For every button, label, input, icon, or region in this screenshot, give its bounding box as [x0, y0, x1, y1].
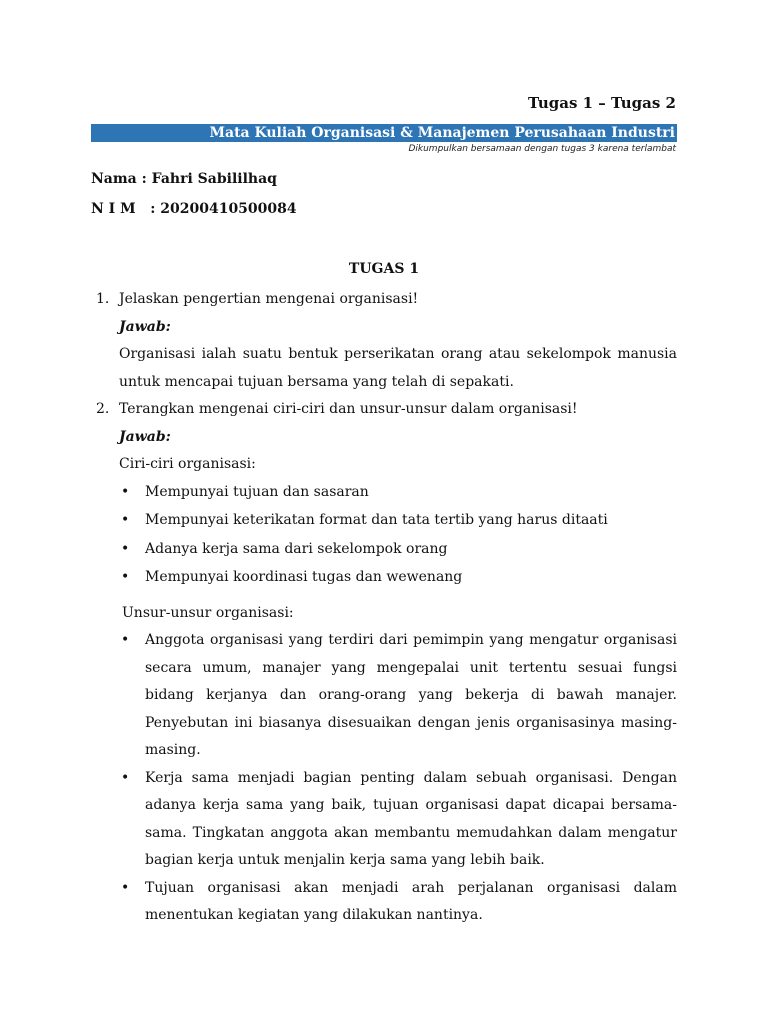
ciri-list — [91, 479, 677, 592]
student-name: Nama : Fahri Sabililhaq — [91, 171, 277, 187]
question-text: Terangkan mengenai ciri-ciri dan unsur-unsur dalam organisasi! — [119, 401, 578, 417]
list-item: • Kerja sama menjadi bagian penting dalam sebuah organisasi. Dengan adanya kerja sama yang baik, tujuan organisasi dapat dicapai bersama-sama. Tingkatan anggota akan membantu memudahkan dalam mengatur bagian kerja untuk menjalin kerja sama yang lebih baik. — [91, 765, 677, 875]
question-1 — [91, 286, 677, 314]
question-number: 1. — [96, 291, 110, 307]
course-banner: Mata Kuliah Organisasi & Manajemen Perusahaan Industri — [91, 124, 677, 142]
jawab-label: Jawab: — [119, 428, 171, 445]
unsur-list — [91, 627, 677, 930]
student-nim: N I M : 20200410500084 — [91, 201, 297, 217]
ciri-heading: Ciri-ciri organisasi: — [119, 456, 256, 472]
question-2 — [91, 396, 677, 424]
list-item: • Mempunyai koordinasi tugas dan wewenang — [91, 564, 677, 592]
bullet-icon: • — [121, 879, 130, 896]
answer-text: Organisasi ialah suatu bentuk perserikatan orang atau sekelompok manusia untuk mencapai tujuan bersama yang telah di sepakati. — [119, 346, 677, 390]
list-item: • Mempunyai keterikatan format dan tata tertib yang harus ditaati — [91, 507, 677, 535]
bullet-icon: • — [121, 483, 130, 500]
submission-note: Dikumpulkan bersamaan dengan tugas 3 karena terlambat — [408, 144, 676, 154]
question-text: Jelaskan pengertian mengenai organisasi! — [119, 291, 419, 307]
document-title: Tugas 1 – Tugas 2 — [528, 94, 676, 112]
list-item: • Adanya kerja sama dari sekelompok orang — [91, 536, 677, 564]
bullet-icon: • — [121, 569, 130, 585]
question-number: 2. — [96, 401, 110, 417]
bullet-icon: • — [121, 769, 130, 786]
section-title: TUGAS 1 — [348, 261, 420, 277]
list-item: • Anggota organisasi yang terdiri dari pemimpin yang mengatur organisasi secara umum, manajer yang mengepalai unit tertentu sesuai fungsi bidang kerjanya dan orang-orang yang bekerja di bawah manajer. Penyebutan ini biasanya disesuaikan dengan jenis organisasinya masing-masing. — [91, 627, 677, 765]
list-item: • Mempunyai tujuan dan sasaran — [91, 479, 677, 507]
unsur-heading: Unsur-unsur organisasi: — [122, 604, 294, 621]
assignment-content — [91, 286, 677, 930]
bullet-icon: • — [121, 512, 130, 528]
bullet-icon: • — [121, 540, 130, 557]
jawab-label: Jawab: — [119, 318, 171, 335]
list-item: • Tujuan organisasi akan menjadi arah perjalanan organisasi dalam menentukan kegiatan yang dilakukan nantinya. — [91, 875, 677, 930]
bullet-icon: • — [121, 632, 130, 648]
